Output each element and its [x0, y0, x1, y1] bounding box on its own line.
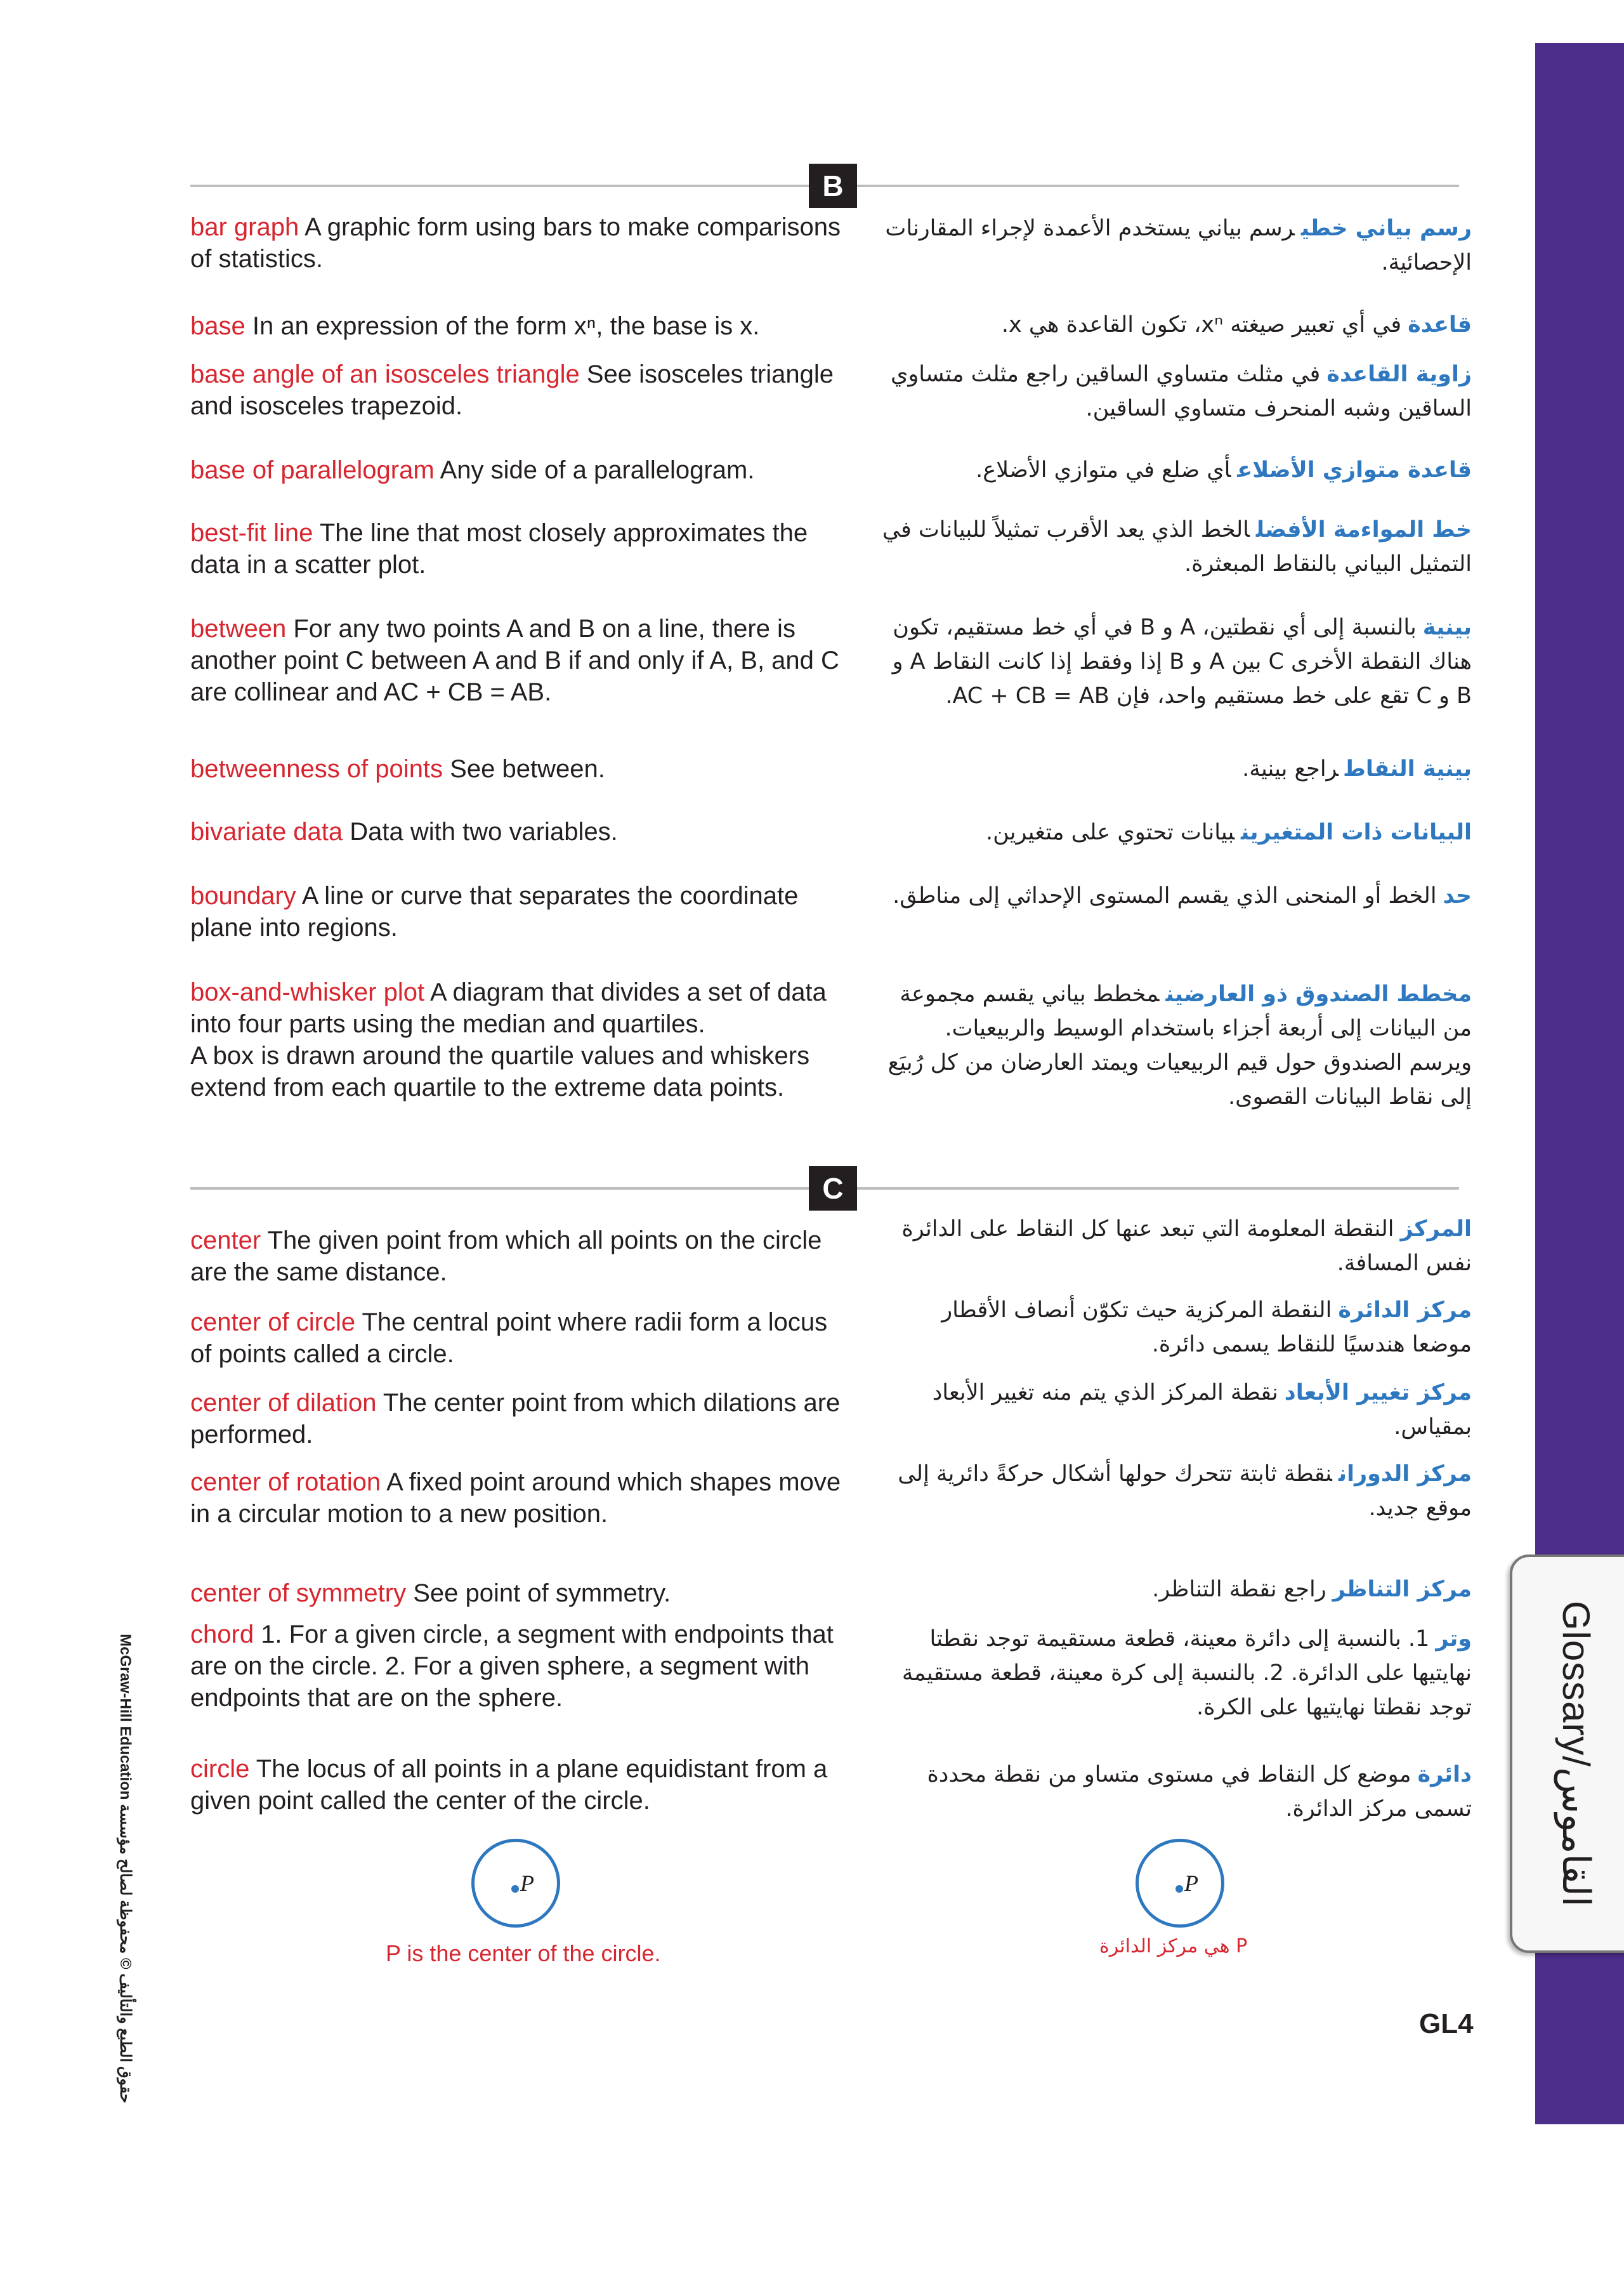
term: دائرة: [1417, 1762, 1472, 1787]
point-label: P: [520, 1870, 534, 1896]
term: betweenness of points: [190, 755, 443, 783]
term: base: [190, 312, 246, 340]
term: chord: [190, 1620, 254, 1648]
entry-ar: [882, 1622, 1472, 1725]
entry-ar: [882, 879, 1472, 913]
term: center of dilation: [190, 1389, 377, 1417]
section-letter: B: [809, 164, 857, 208]
term: وتر: [1436, 1626, 1472, 1652]
entry-ar: [882, 815, 1472, 850]
circle-figure-ar: [1136, 1839, 1224, 1928]
entry-ar: [882, 357, 1472, 426]
term: box-and-whisker plot: [190, 978, 425, 1006]
page-number: GL4: [1419, 2008, 1474, 2039]
term: مركز تغيير الأبعاد: [1284, 1380, 1472, 1405]
definition: A graphic form using bars to make comparisons of statistics.: [190, 213, 841, 273]
entry-en: [190, 211, 850, 275]
entry-en: [190, 976, 850, 1103]
definition: For any two points A and B on a line, there is another point C between A and B if and only if A, B, and C are collinear and AC + CB = AB.: [190, 615, 839, 706]
entry-en: [190, 1619, 850, 1714]
entry-ar: [882, 1212, 1472, 1280]
term: base angle of an isosceles triangle: [190, 360, 580, 388]
definition: The locus of all points in a plane equidistant from a given point called the center of the circle.: [190, 1755, 828, 1815]
definition: The line that most closely approximates the data in a scatter plot.: [190, 519, 808, 579]
entry-en: [190, 358, 850, 422]
definition: A diagram that divides a set of data into four parts using the median and quartiles.: [190, 978, 827, 1038]
term: center of symmetry: [190, 1579, 407, 1607]
definition: The given point from which all points on the circle are the same distance.: [190, 1226, 822, 1286]
entry-en: [190, 310, 850, 342]
definition: Data with two variables.: [350, 818, 618, 846]
entry-ar: [882, 1457, 1472, 1525]
term: مركز الدائرة: [1338, 1298, 1472, 1323]
term: خط المواءمة الأفضل: [1255, 517, 1472, 542]
definition: نقطة ثابتة تتحرك حولها أشكال حركةً دائرية إلى موقع جديد.: [898, 1461, 1472, 1521]
entry-en: [190, 1466, 850, 1530]
definition: The central point where radii form a locus of points called a circle.: [190, 1308, 828, 1368]
figure-caption-ar: P هي مركز الدائرة: [1099, 1935, 1248, 1957]
term: base of parallelogram: [190, 456, 435, 484]
term: bar graph: [190, 213, 299, 241]
point-label: P: [1184, 1870, 1198, 1896]
definition: In an expression of the form xⁿ, the base is x.: [252, 312, 760, 340]
term: حد: [1443, 883, 1472, 909]
term: بينية النقاط: [1344, 756, 1472, 782]
entry-en: [190, 454, 850, 486]
entry-en: [190, 1753, 850, 1817]
entry-ar: [882, 513, 1472, 581]
term: circle: [190, 1755, 250, 1783]
entry-en: [190, 753, 850, 785]
definition: راجع بينية.: [1242, 756, 1339, 782]
term: البيانات ذات المتغيرين: [1241, 820, 1472, 845]
term: قاعدة: [1408, 312, 1472, 338]
definition: الخط أو المنحنى الذي يقسم المستوى الإحداثي إلى مناطق.: [893, 883, 1437, 909]
definition: 1. For a given circle, a segment with endpoints that are on the circle. 2. For a given sphere, a segment with endpoints that are on the sphere.: [190, 1620, 834, 1712]
definition: بيانات تحتوي على متغيرين.: [985, 820, 1235, 845]
entry-ar: [882, 610, 1472, 713]
term: center of rotation: [190, 1468, 381, 1496]
entry-ar: [882, 211, 1472, 280]
term: between: [190, 615, 287, 643]
definition: موضع كل النقاط في مستوى متساو من نقطة محددة تسمى مركز الدائرة.: [927, 1762, 1472, 1822]
term: مخطط الصندوق ذو العارضين: [1165, 982, 1472, 1007]
entry-en: [190, 613, 850, 708]
entry-ar: [882, 1376, 1472, 1444]
entry-ar: [882, 1758, 1472, 1826]
definition: See between.: [450, 755, 605, 783]
term: center: [190, 1226, 261, 1254]
definition: The center point from which dilations are performed.: [190, 1389, 841, 1449]
definition-continued: ويرسم الصندوق حول قيم الربيعيات ويمتد العارضان من كل رُبيَع إلى نقاط البيانات القصوى.: [887, 1050, 1472, 1110]
definition: See point of symmetry.: [413, 1579, 671, 1607]
term: رسم بياني خطي: [1300, 216, 1472, 241]
definition: في أي تعبير صيغته xⁿ، تكون القاعدة هي x.: [1001, 312, 1402, 338]
section-header-b: [190, 164, 1459, 208]
circle-figure-en: [471, 1839, 560, 1928]
entry-en: [190, 517, 850, 581]
entry-en: [190, 1225, 850, 1288]
term: قاعدة متوازي الأضلاع: [1237, 457, 1472, 483]
term: مركز التناظر: [1332, 1577, 1472, 1602]
definition: مخطط بياني يقسم مجموعة من البيانات إلى أربعة أجزاء باستخدام الوسيط والربيعيات.: [900, 982, 1472, 1041]
entry-ar: [882, 752, 1472, 786]
entry-en: [190, 816, 850, 848]
term: boundary: [190, 882, 296, 910]
definition: See isosceles triangle and isosceles trapezoid.: [190, 360, 834, 420]
entry-en: [190, 1387, 850, 1450]
term: مركز الدوران: [1338, 1461, 1472, 1487]
center-point: [511, 1885, 519, 1893]
center-point: [1175, 1885, 1183, 1893]
definition: نقطة المركز الذي يتم منه تغيير الأبعاد بمقياس.: [932, 1380, 1472, 1440]
entry-en: [190, 1306, 850, 1370]
copyright-credit: McGraw-Hill Education حقوق الطبع والتأليف © محفوظة لصالح مؤسسة: [117, 1634, 134, 2103]
definition: النقطة المركزية حيث تكوّن أنصاف الأقطار موضعا هندسيًا للنقاط يسمى دائرة.: [941, 1298, 1472, 1357]
definition: Any side of a parallelogram.: [440, 456, 755, 484]
glossary-tab[interactable]: [1510, 1555, 1624, 1953]
entry-en: [190, 880, 850, 943]
definition: راجع نقطة التناظر.: [1152, 1577, 1326, 1602]
term: المركز: [1400, 1216, 1472, 1242]
definition: 1. بالنسبة إلى دائرة معينة، قطعة مستقيمة توجد نقطتا نهايتيها على الدائرة. 2. بالنسبة إلى كرة معينة، قطعة مستقيمة توجد نقطتا نهايتيها على الكرة.: [901, 1626, 1472, 1720]
definition: رسم بياني يستخدم الأعمدة لإجراء المقارنات الإحصائية.: [885, 216, 1472, 275]
term: best-fit line: [190, 519, 313, 547]
entry-en: [190, 1577, 850, 1609]
definition: الخط الذي يعد الأقرب تمثيلاً للبيانات في التمثيل البياني بالنقاط المبعثرة.: [882, 517, 1472, 577]
definition: في مثلث متساوي الساقين راجع مثلث متساوي الساقين وشبه المنحرف متساوي الساقين.: [891, 362, 1472, 421]
entry-ar: [882, 453, 1472, 487]
entry-ar: [882, 1293, 1472, 1362]
term: bivariate data: [190, 818, 343, 846]
entry-ar: [882, 308, 1472, 342]
glossary-tab-label: Glossary/القاموس: [1555, 1600, 1597, 1907]
section-letter: C: [809, 1166, 857, 1211]
definition-continued: A box is drawn around the quartile values and whiskers extend from each quartile to the extreme data points.: [190, 1042, 810, 1101]
definition: أي ضلع في متوازي الأضلاع.: [976, 457, 1231, 483]
term: زاوية القاعدة: [1326, 362, 1472, 387]
entry-ar: [882, 1572, 1472, 1607]
figure-caption-en: P is the center of the circle.: [386, 1940, 661, 1966]
term: center of circle: [190, 1308, 356, 1336]
term: بينية: [1422, 615, 1472, 640]
definition: A line or curve that separates the coordinate plane into regions.: [190, 882, 799, 942]
definition: بالنسبة إلى أي نقطتين، A و B في أي خط مستقيم، تكون هناك النقطة الأخرى C بين A و B إذا وفقط إذا كانت النقاط A و B و C تقع على خط مستقيم واحد، فإن AC + CB = AB.: [892, 615, 1472, 709]
definition: النقطة المعلومة التي تبعد عنها كل النقاط على الدائرة نفس المسافة.: [901, 1216, 1472, 1276]
definition: A fixed point around which shapes move in a circular motion to a new position.: [190, 1468, 841, 1528]
entry-ar: [882, 977, 1472, 1114]
section-header-c: [190, 1166, 1459, 1211]
